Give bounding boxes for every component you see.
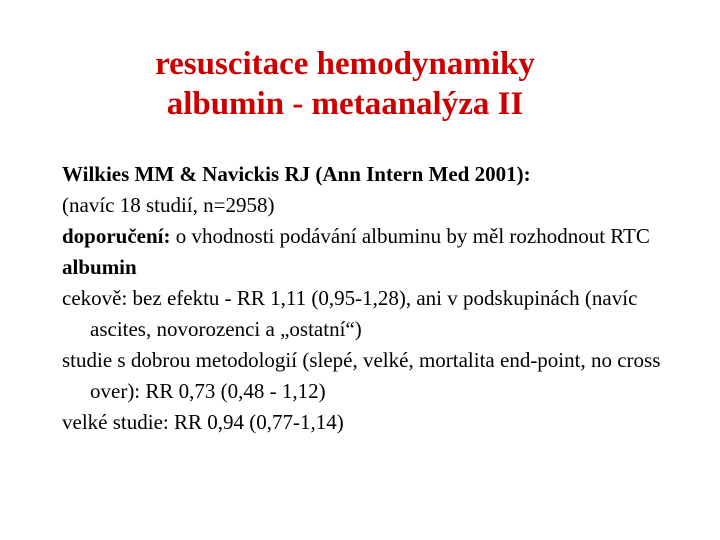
- overall-result: cekově: bez efektu - RR 1,11 (0,95-1,28), ani v podskupinách (navíc ascites, novorozenci a „ostatní“): [62, 286, 638, 341]
- slide-body: [62, 159, 702, 438]
- study-count: (navíc 18 studií, n=2958): [62, 193, 275, 217]
- recommendation-text: o vhodnosti podávání albuminu by měl rozhodnout RTC: [170, 224, 650, 248]
- subheading-albumin: albumin: [62, 255, 137, 279]
- title-line-1: resuscitace hemodynamiky: [155, 46, 535, 82]
- slide-title: [0, 44, 690, 124]
- recommendation: [62, 221, 702, 252]
- methodology-result: studie s dobrou metodologií (slepé, velké, mortalita end-point, no cross over): RR 0,73 (0,48 - 1,12): [62, 348, 661, 403]
- large-studies-result: velké studie: RR 0,94 (0,77-1,14): [62, 410, 344, 434]
- citation: Wilkies MM & Navickis RJ (Ann Intern Med 2001):: [62, 162, 531, 186]
- title-line-2: albumin - metaanalýza II: [166, 86, 524, 122]
- recommendation-label: doporučení:: [62, 224, 171, 248]
